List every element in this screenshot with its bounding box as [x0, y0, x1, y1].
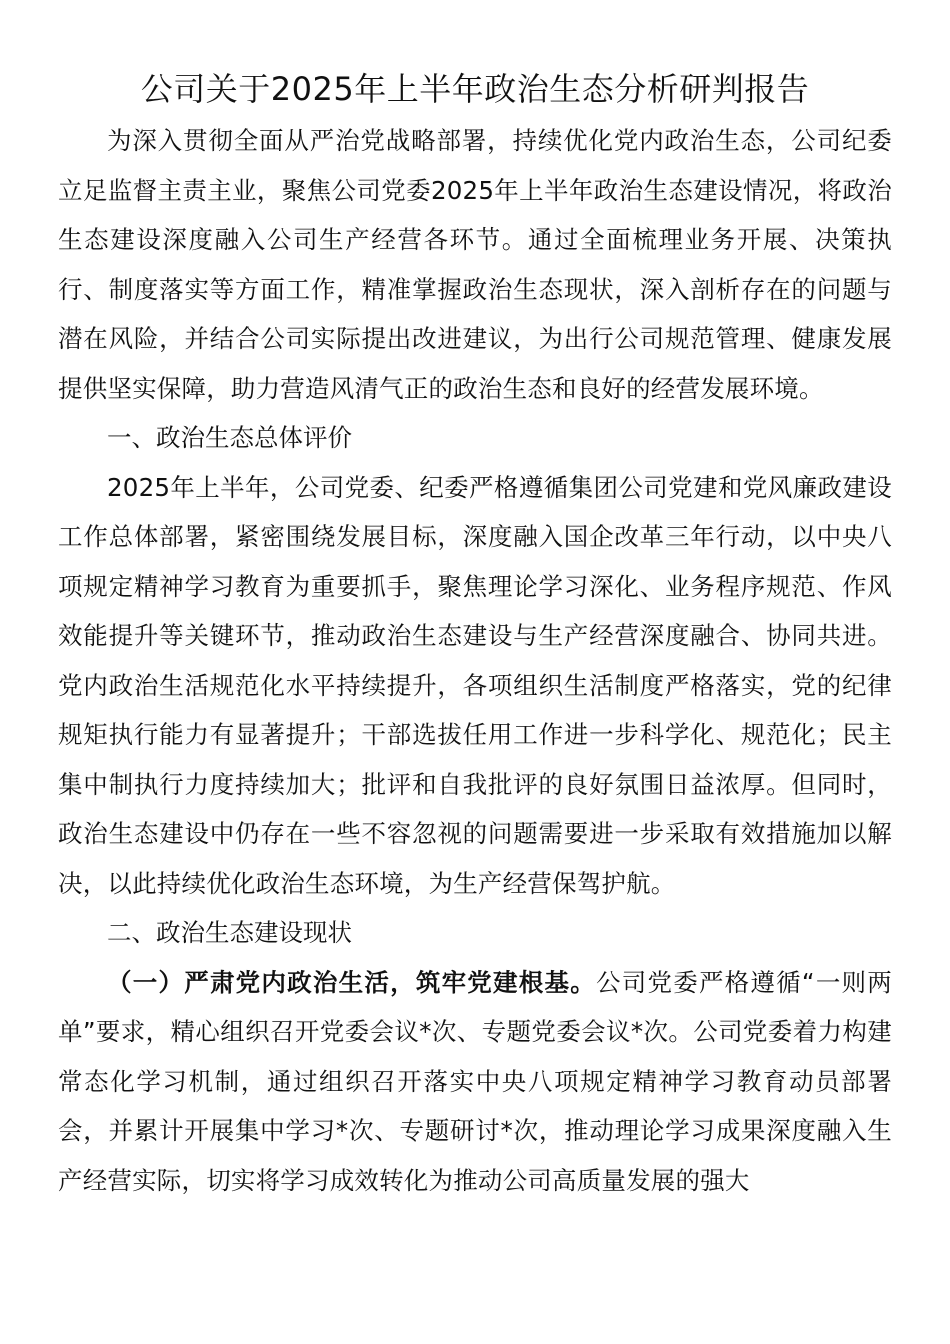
section-heading-current-status: 二、政治生态建设现状 [107, 918, 352, 947]
intro-paragraph: 为深入贯彻全面从严治党战略部署，持续优化党内政治生态，公司纪委立足监督主责主业，聚焦公司党委2025年上半年政治生态建设情况，将政治生态建设深度融入公司生产经营各环节。通过全面梳理业务开展、决策执行、制度落实等方面工作，精准掌握政治生态现状，深入剖析存在的问题与潜在风险，并结合公司实际提出改进建议，为出行公司规范管理、健康发展提供坚实保障，助力营造风清气正的政治生态和良好的经营发展环境。 [58, 126, 892, 403]
overall-evaluation-paragraph: 2025年上半年，公司党委、纪委严格遵循集团公司党建和党风廉政建设工作总体部署，紧密围绕发展目标，深度融入国企改革三年行动，以中央八项规定精神学习教育为重要抓手，聚焦理论学习深化、业务程序规范、作风效能提升等关键环节，推动政治生态建设与生产经营深度融合、协同共进。党内政治生活规范化水平持续提升，各项组织生活制度严格落实，党的纪律规矩执行能力有显著提升；干部选拔任用工作进一步科学化、规范化；民主集中制执行力度持续加大；批评和自我批评的良好氛围日益浓厚。但同时，政治生态建设中仍存在一些不容忽视的问题需要进一步采取有效措施加以解决，以此持续优化政治生态环境，为生产经营保驾护航。 [58, 472, 892, 898]
subsection-party-life-lead: （一）严肃党内政治生活，筑牢党建根基。 [107, 967, 596, 997]
document-title: 公司关于2025年上半年政治生态分析研判报告 [140, 70, 810, 108]
document-page [58, 62, 892, 1205]
subsection-party-life-paragraph [58, 958, 892, 1206]
section-heading-overall-evaluation: 一、政治生态总体评价 [107, 423, 352, 452]
subsection-party-life-body: 公司党委严格遵循“一则两单”要求，精心组织召开党委会议*次、专题党委会议*次。公司党委着力构建常态化学习机制，通过组织召开落实中央八项规定精神学习教育动员部署会，并累计开展集中学习*次、专题研讨*次，推动理论学习成果深度融入生产经营实际，切实将学习成效转化为推动公司高质量发展的强大 [58, 967, 892, 1195]
